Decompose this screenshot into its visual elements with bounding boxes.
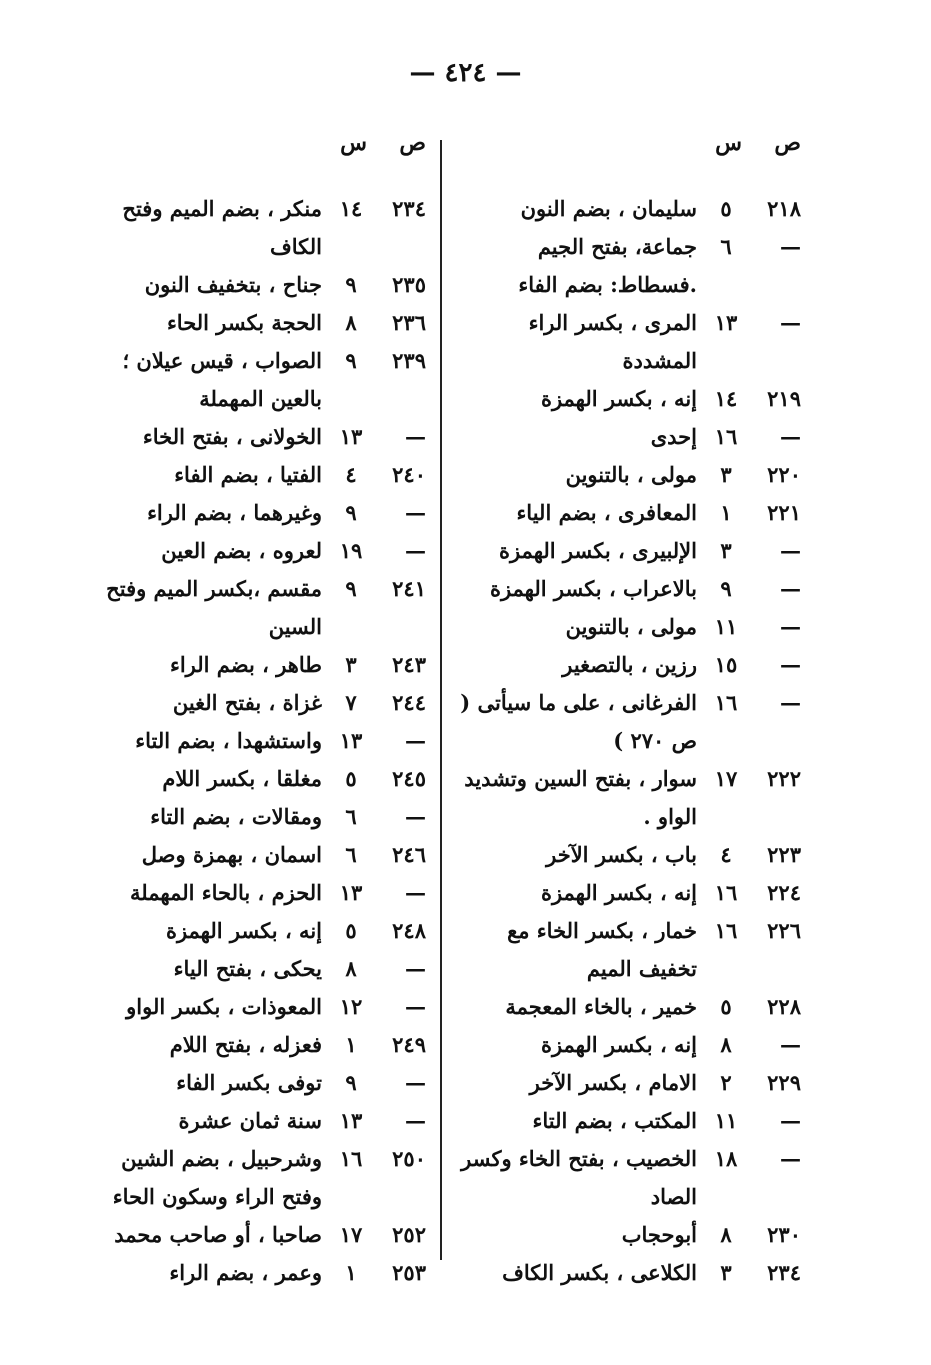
correction-entry xyxy=(81,950,426,988)
correction-text: سوار ، بفتح السين وتشديد الواو . xyxy=(464,766,697,829)
correction-text: إحدى xyxy=(650,424,697,449)
correction-text: الإلبيرى ، بكسر الهمزة xyxy=(498,538,697,563)
correction-entry xyxy=(456,874,801,912)
correction-entry xyxy=(456,988,801,1026)
line-ref: ١٦ xyxy=(714,424,738,449)
page-ref: ٢٤١ xyxy=(392,576,426,601)
page-ref: ٢٢٠ xyxy=(767,462,801,487)
correction-entry xyxy=(81,1216,426,1254)
line-ref: ٩ xyxy=(720,576,732,601)
correction-text: الصواب ، قيس عيلان ؛ بالعين المهملة xyxy=(122,348,322,411)
page-ref: — xyxy=(780,424,801,449)
correction-entry xyxy=(81,684,426,722)
line-ref: ١٦ xyxy=(714,918,738,943)
correction-text: الخصيب ، بفتح الخاء وكسر الصاد xyxy=(461,1146,697,1209)
line-ref: ٩ xyxy=(345,272,357,297)
correction-entry xyxy=(81,266,426,304)
line-ref: ١٣ xyxy=(339,424,363,449)
correction-text: سليمان ، بضم النون xyxy=(520,196,697,221)
correction-entry xyxy=(81,304,426,342)
correction-text: أبوحجاب xyxy=(621,1222,697,1247)
right-column xyxy=(456,130,801,1292)
page-ref: — xyxy=(780,1108,801,1133)
page-ref: ٢٣٦ xyxy=(392,310,426,335)
line-ref: ١٦ xyxy=(714,690,738,715)
correction-entry xyxy=(81,1254,426,1292)
line-ref: ٥ xyxy=(345,766,357,791)
correction-text: صاحبا ، أو صاحب محمد xyxy=(114,1222,322,1247)
correction-entry xyxy=(456,1216,801,1254)
line-ref: ١٦ xyxy=(714,880,738,905)
line-col-header: س xyxy=(715,130,742,156)
correction-entry xyxy=(456,646,801,684)
line-ref: ١ xyxy=(720,500,732,525)
line-ref: ١٧ xyxy=(714,766,738,791)
page-col-header: ص xyxy=(399,130,426,156)
line-ref: ٨ xyxy=(720,1032,732,1057)
correction-entry xyxy=(456,570,801,608)
correction-entry xyxy=(456,836,801,874)
page-ref: ٢٤٥ xyxy=(392,766,426,791)
page-ref: ٢٤٨ xyxy=(392,918,426,943)
page-ref: — xyxy=(780,652,801,677)
line-ref: ٥ xyxy=(720,994,732,1019)
correction-text: الكلاعى ، بكسر الكاف xyxy=(502,1260,697,1285)
page-ref: ٢٣٩ xyxy=(392,348,426,373)
page-ref: ٢٥٠ xyxy=(392,1146,426,1171)
page-ref: — xyxy=(780,576,801,601)
correction-entry xyxy=(456,608,801,646)
correction-text: وغيرهما ، بضم الراء xyxy=(147,500,322,525)
correction-text: منكر ، بضم الميم وفتح الكاف xyxy=(122,196,322,259)
line-ref: ٨ xyxy=(345,310,357,335)
page-ref: ٢٢٨ xyxy=(767,994,801,1019)
correction-text: واستشهدا ، بضم التاء xyxy=(135,728,322,753)
page-ref: ٢٢٩ xyxy=(767,1070,801,1095)
page-ref: — xyxy=(780,690,801,715)
page-ref: ٢٤٩ xyxy=(392,1032,426,1057)
correction-text: الحجة بكسر الحاء xyxy=(166,310,322,335)
correction-entry xyxy=(456,190,801,228)
correction-entry xyxy=(456,684,801,760)
correction-entry xyxy=(456,418,801,456)
correction-entry xyxy=(81,646,426,684)
column-header xyxy=(456,130,801,160)
column-divider xyxy=(440,140,442,1260)
page-ref: ٢٣٤ xyxy=(767,1260,801,1285)
page-ref: — xyxy=(405,728,426,753)
line-ref: ٩ xyxy=(345,348,357,373)
page-ref: ٢٤٤ xyxy=(392,690,426,715)
correction-entry xyxy=(456,456,801,494)
correction-text: جماعة، بفتح الجيم .فسطاط: بضم الفاء xyxy=(518,234,697,297)
correction-text: المعوذات ، بكسر الواو xyxy=(126,994,322,1019)
line-ref: ٨ xyxy=(720,1222,732,1247)
page-ref: — xyxy=(405,1070,426,1095)
line-ref: ٥ xyxy=(720,196,732,221)
correction-text: المكتب ، بضم التاء xyxy=(532,1108,697,1133)
correction-entry xyxy=(81,1064,426,1102)
correction-text: طاهر ، بضم الراء xyxy=(169,652,322,677)
correction-entry xyxy=(81,874,426,912)
page-ref: — xyxy=(405,880,426,905)
line-ref: ١١ xyxy=(714,614,738,639)
page-ref: ٢٤٣ xyxy=(392,652,426,677)
line-ref: ١٤ xyxy=(339,196,363,221)
correction-entry xyxy=(81,1140,426,1216)
page-ref: — xyxy=(405,424,426,449)
page-ref: — xyxy=(780,234,801,259)
page-ref: ٢٣٤ xyxy=(392,196,426,221)
correction-entry xyxy=(81,456,426,494)
line-ref: ١٣ xyxy=(339,728,363,753)
correction-entry xyxy=(81,494,426,532)
line-ref: ٣ xyxy=(720,462,732,487)
page-ref: — xyxy=(405,500,426,525)
correction-text: باب ، بكسر الآخر xyxy=(546,842,697,867)
correction-entry xyxy=(81,1102,426,1140)
line-ref: ٩ xyxy=(345,1070,357,1095)
page-ref: ٢٤٠ xyxy=(392,462,426,487)
line-ref: ١٦ xyxy=(339,1146,363,1171)
correction-entry xyxy=(456,1026,801,1064)
left-column xyxy=(81,130,426,1292)
correction-text: لعروه ، بضم العين xyxy=(161,538,322,563)
correction-text: جناح ، بتخفيف النون xyxy=(144,272,322,297)
correction-text: إنه ، بكسر الهمزة xyxy=(540,386,697,411)
correction-entry xyxy=(81,988,426,1026)
right-entries xyxy=(456,190,801,1292)
page-ref: ٢٢٢ xyxy=(767,766,801,791)
page-ref: ٢٢١ xyxy=(767,500,801,525)
line-ref: ١٢ xyxy=(339,994,363,1019)
line-ref: ١٣ xyxy=(339,880,363,905)
correction-entry xyxy=(456,912,801,988)
page-ref: — xyxy=(780,310,801,335)
correction-entry xyxy=(456,1254,801,1292)
page-ref: — xyxy=(405,804,426,829)
correction-entry xyxy=(456,532,801,570)
page-ref: — xyxy=(405,956,426,981)
line-ref: ٦ xyxy=(720,234,732,259)
correction-entry xyxy=(81,532,426,570)
correction-text: مغلقا ، بكسر اللام xyxy=(162,766,322,791)
correction-entry xyxy=(456,1064,801,1102)
correction-entry xyxy=(81,1026,426,1064)
correction-text: الخولانى ، بفتح الخاء xyxy=(142,424,322,449)
page-ref: ٢٥٢ xyxy=(392,1222,426,1247)
line-ref: ٧ xyxy=(345,690,357,715)
correction-text: رزين ، بالتصغير xyxy=(562,652,697,677)
correction-text: مقسم ،بكسر الميم وفتح السين xyxy=(106,576,322,639)
line-ref: ٩ xyxy=(345,500,357,525)
page-ref: — xyxy=(405,538,426,563)
correction-entry xyxy=(456,494,801,532)
page-ref: — xyxy=(405,994,426,1019)
page-ref: ٢١٩ xyxy=(767,386,801,411)
correction-text: الامام ، بكسر الآخر xyxy=(529,1070,697,1095)
line-ref: ١٨ xyxy=(714,1146,738,1171)
correction-entry xyxy=(81,190,426,266)
line-ref: ٨ xyxy=(345,956,357,981)
correction-entry xyxy=(81,836,426,874)
page-ref: ٢٢٤ xyxy=(767,880,801,905)
line-ref: ١ xyxy=(345,1260,357,1285)
page-ref: — xyxy=(405,1108,426,1133)
page-col-header: ص xyxy=(774,130,801,156)
correction-text: إنه ، بكسر الهمزة xyxy=(165,918,322,943)
correction-text: سنة ثمان عشرة xyxy=(178,1108,322,1133)
line-ref: ٣ xyxy=(345,652,357,677)
page-ref: ٢١٨ xyxy=(767,196,801,221)
correction-entry xyxy=(81,912,426,950)
correction-text: الفرغانى ، على ما سيأتى ( ص ٢٧٠ ) xyxy=(460,690,697,753)
line-ref: ٦ xyxy=(345,842,357,867)
correction-entry xyxy=(456,380,801,418)
page-ref: — xyxy=(780,1032,801,1057)
page-ref: ٢٥٣ xyxy=(392,1260,426,1285)
line-ref: ٣ xyxy=(720,538,732,563)
correction-text: إنه ، بكسر الهمزة xyxy=(540,880,697,905)
correction-text: مولى ، بالتنوين xyxy=(565,614,697,639)
correction-text: توفى بكسر الفاء xyxy=(176,1070,322,1095)
page-ref: — xyxy=(780,614,801,639)
line-ref: ١٤ xyxy=(714,386,738,411)
correction-entry xyxy=(81,760,426,798)
page-ref: ٢٤٦ xyxy=(392,842,426,867)
page-number: — ٤٢٤ — xyxy=(409,58,522,88)
correction-text: المعافرى ، بضم الياء xyxy=(516,500,697,525)
correction-text: وعمر ، بضم الراء xyxy=(169,1260,322,1285)
column-header xyxy=(81,130,426,160)
correction-text: الحزم ، بالحاء المهملة xyxy=(130,880,322,905)
page-ref: ٢٢٦ xyxy=(767,918,801,943)
correction-text: يحكى ، بفتح الياء xyxy=(173,956,322,981)
page-ref: ٢٢٣ xyxy=(767,842,801,867)
correction-entry xyxy=(456,1102,801,1140)
page-ref: ٢٣٥ xyxy=(392,272,426,297)
correction-text: ومقالات ، بضم التاء xyxy=(150,804,322,829)
line-ref: ١٩ xyxy=(339,538,363,563)
line-col-header: س xyxy=(340,130,367,156)
correction-entry xyxy=(81,798,426,836)
correction-text: غزاة ، بفتح الغين xyxy=(172,690,322,715)
correction-text: فعزله ، بفتح اللام xyxy=(169,1032,322,1057)
correction-entry xyxy=(81,418,426,456)
correction-text: بالاعراب ، بكسر الهمزة xyxy=(489,576,697,601)
line-ref: ١ xyxy=(345,1032,357,1057)
correction-entry xyxy=(81,570,426,646)
correction-text: خمير ، بالخاء المعجمة xyxy=(505,994,697,1019)
line-ref: ١٣ xyxy=(714,310,738,335)
correction-text: إنه ، بكسر الهمزة xyxy=(540,1032,697,1057)
correction-entry xyxy=(456,304,801,380)
line-ref: ٦ xyxy=(345,804,357,829)
line-ref: ١٧ xyxy=(339,1222,363,1247)
correction-text: المرى ، بكسر الراء المشددة xyxy=(528,310,697,373)
page-ref: — xyxy=(780,538,801,563)
correction-text: مولى ، بالتنوين xyxy=(565,462,697,487)
line-ref: ١٣ xyxy=(339,1108,363,1133)
correction-text: اسمان ، بهمزة وصل xyxy=(141,842,322,867)
correction-text: وشرحبيل ، بضم الشين وفتح الراء وسكون الحاء xyxy=(112,1146,322,1209)
page-ref: ٢٣٠ xyxy=(767,1222,801,1247)
line-ref: ٥ xyxy=(345,918,357,943)
correction-text: خمار ، بكسر الخاء مع تخفيف الميم xyxy=(507,918,697,981)
correction-entry xyxy=(81,342,426,418)
left-entries xyxy=(81,190,426,1292)
line-ref: ٢ xyxy=(720,1070,732,1095)
line-ref: ١١ xyxy=(714,1108,738,1133)
line-ref: ٤ xyxy=(345,462,357,487)
line-ref: ١٥ xyxy=(714,652,738,677)
line-ref: ٩ xyxy=(345,576,357,601)
page-ref: — xyxy=(780,1146,801,1171)
line-ref: ٣ xyxy=(720,1260,732,1285)
correction-entry xyxy=(456,760,801,836)
correction-entry xyxy=(456,228,801,304)
correction-text: الفتيا ، بضم الفاء xyxy=(174,462,322,487)
correction-entry xyxy=(456,1140,801,1216)
correction-entry xyxy=(81,722,426,760)
line-ref: ٤ xyxy=(720,842,732,867)
